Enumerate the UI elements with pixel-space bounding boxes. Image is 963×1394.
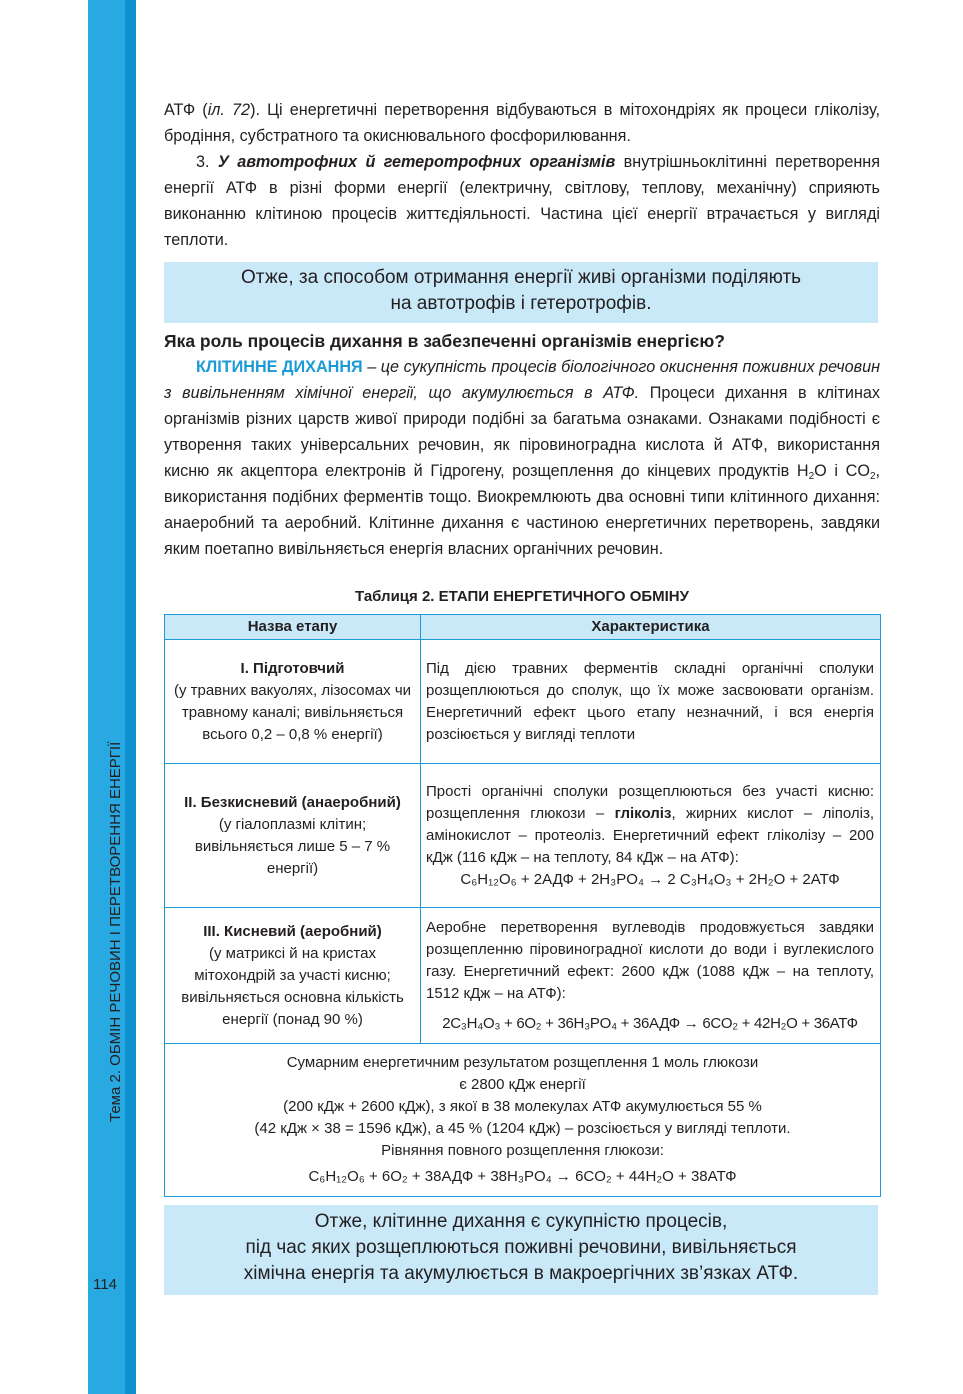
stage-cell: ІІІ. Кисневий (аеробний) (у матриксі й на кристах мітохондрій за участі кисню; вивільняється основна кількість енергії (понад 90 %) — [165, 908, 421, 1044]
full-oxidation-equation: C₆H₁₂O₆ + 6O₂ + 38АДФ + 38H₃PO₄ → 6CO₂ + 44H₂O + 38АТФ — [308, 1168, 737, 1185]
header-characteristic: Характеристика — [421, 615, 881, 640]
term-cellular-respiration: КЛІТИННЕ ДИХАННЯ — [196, 358, 363, 376]
stage-cell: І. Підготовчий (у травних вакуолях, лізосомах чи травному каналі; вивільняється всього 0,2 – 0,8 % енергії) — [165, 640, 421, 764]
summary-row — [165, 1044, 881, 1197]
energy-stages-table — [164, 614, 881, 1197]
stage-cell: ІІ. Безкисневий (анаеробний) (у гіалоплазмі клітин; вивільняється лише 5 – 7 % енергії) — [165, 764, 421, 908]
header-stage-name: Назва етапу — [165, 615, 421, 640]
side-stripe-inner — [125, 0, 136, 1394]
conclusion-box-2: Отже, клітинне дихання є сукупністю процесів, під час яких розщеплюються поживні речовини, вивільняється хімічна енергія та акумулюється в макроергічних зв’язках АТФ. — [164, 1205, 878, 1295]
aerobic-equation: 2C₃H₄O₃ + 6O₂ + 36H₃PO₄ + 36АДФ → 6CO₂ + 42H₂O + 36АТФ — [442, 1014, 858, 1032]
glycolysis-equation: C₆H₁₂O₆ + 2АДФ + 2H₃PO₄ → 2 C₃H₄O₃ + 2H₂O + 2АТФ — [460, 870, 840, 888]
section-respiration — [164, 328, 880, 562]
summary-cell: Сумарним енергетичним результатом розщеплення 1 моль глюкози є 2800 кДж енергії (200 кДж + 2600 кДж), з якої в 38 молекулах АТФ акумулюється 55 % (42 кДж × 38 = 1596 кДж), а 45 % (1204 кДж) – розсіюється у вигляді теплоти. Рівняння повного розщеплення глюкози: C₆H₁₂O₆ + 6O₂ + 38АДФ + 38H₃PO₄ → 6CO₂ + 44H₂O + 38АТФ — [165, 1044, 881, 1197]
table-caption: Таблиця 2. ЕТАПИ ЕНЕРГЕТИЧНОГО ОБМІНУ — [355, 588, 689, 605]
table-row — [165, 908, 881, 1044]
table-row — [165, 640, 881, 764]
stage-description: Аеробне перетворення вуглеводів продовжується завдяки розщепленню піровиноградної кислоти до води і вуглекислого газу. Енергетичний ефект: 2600 кДж (1088 кДж – на теплоту, 1512 кДж – на АТФ): 2C₃H₄O₃ + 6O₂ + 36H₃PO₄ + 36АДФ → 6CO₂ + 42H₂O + 36АТФ — [421, 908, 881, 1044]
chapter-title: Тема 2. ОБМІН РЕЧОВИН І ПЕРЕТВОРЕННЯ ЕНЕРГІЇ — [107, 741, 124, 1122]
section-heading: Яка роль процесів дихання в забезпеченні організмів енергією? — [164, 331, 725, 351]
intro-paragraph: АТФ (іл. 72). Ці енергетичні перетворення відбуваються в мітохондріях як процеси гліколізу, бродіння, субстратного та окиснювального фосфорилювання. — [164, 101, 881, 145]
table-header-row — [165, 615, 881, 640]
side-stripe — [88, 0, 125, 1394]
page-number: 114 — [93, 1276, 117, 1293]
stage-description: Під дією травних ферментів складні органічні сполуки розщеплюються до сполук, що їх може засвоювати організм. Енергетичний ефект цього етапу незначний, і вся енергія розсіюється у вигляді теплоти — [421, 640, 881, 764]
intro-text — [164, 97, 880, 253]
stage-description: Прості органічні сполуки розщеплюються без участі кисню: розщеплення глюкози – гліколіз, жирних кислот – ліполіз, амінокислот – протеоліз. Енергетичний ефект гліколізу – 200 кДж (116 кДж – на теплоту, 84 кДж – на АТФ): C₆H₁₂O₆ + 2АДФ + 2H₃PO₄ → 2 C₃H₄O₃ + 2H₂O + 2АТФ — [421, 764, 881, 908]
conclusion-box-1: Отже, за способом отримання енергії живі організми поділяють на автотрофів і гетеротрофів. — [164, 262, 878, 323]
table-row — [165, 764, 881, 908]
respiration-paragraph: КЛІТИННЕ ДИХАННЯ – це сукупність процесів біологічного окиснення поживних речовин з вивільненням хімічної енергії, що акумулюється в АТФ. Процеси дихання в клітинах організмів різних царств живої природи подібні за багатьма ознаками. Ознаками подібності є утворення таких універсальних речовин, як піровиноградна кислота й АТФ, використання кисню як акцептора електронів й Гідрогену, розщеплення до кінцевих продуктів $H_2O$ і $CO_2$, використання подібних ферментів тощо. Виокремлюють два основні типи клітинного дихання: анаеробний та аеробний. Клітинне дихання є частиною енергетичних перетворень, завдяки яким поетапно вивільняється енергія власних органічних речовин. — [164, 358, 880, 558]
point-3-paragraph: 3. У автотрофних й гетеротрофних організмів внутрішньоклітинні перетворення енергії АТФ в різні форми енергії (електричну, світлову, теплову, механічну) сприяють виконанню клітиною процесів життєдіяльності. Частина цієї енергії втрачається у вигляді теплоти. — [164, 153, 881, 249]
